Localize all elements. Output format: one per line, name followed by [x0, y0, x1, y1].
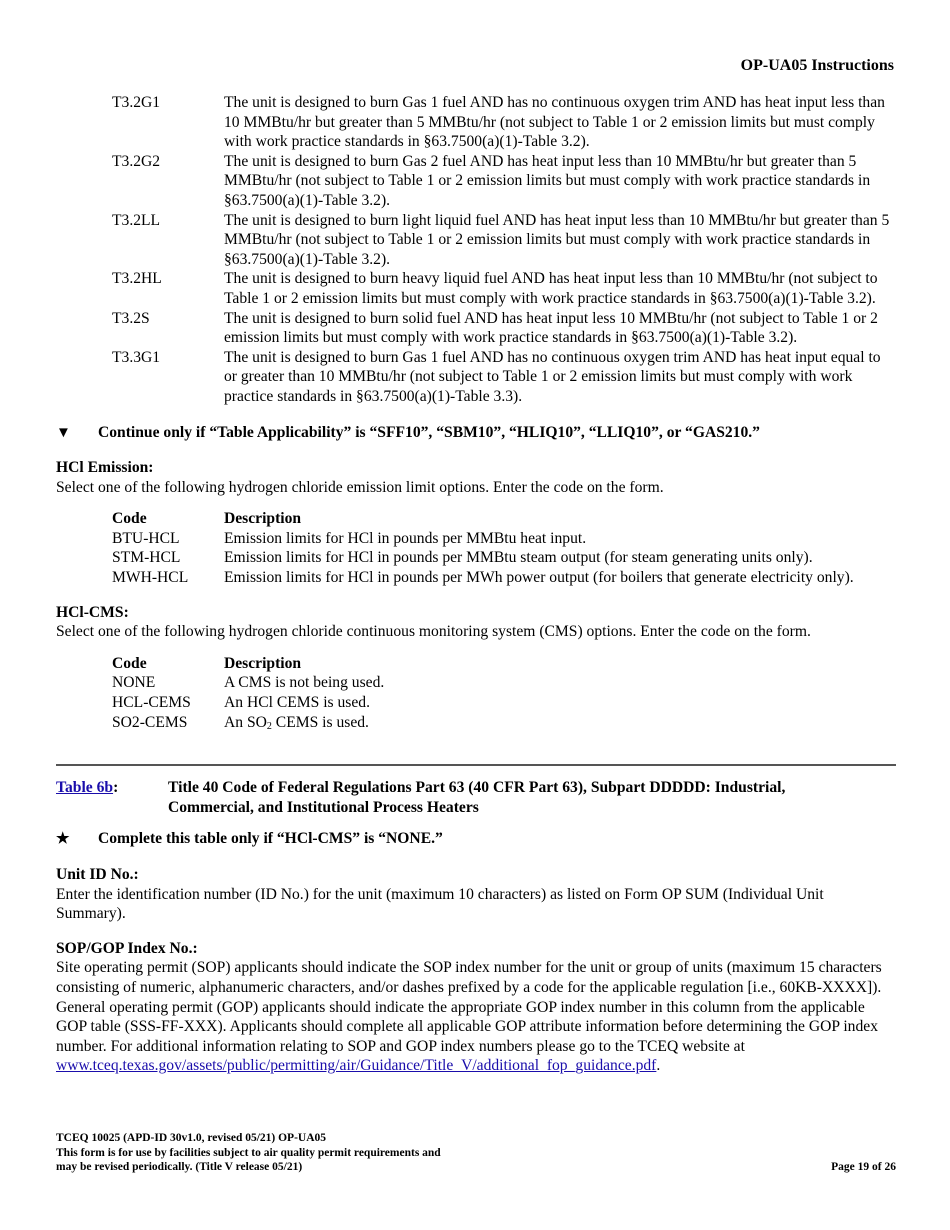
code-cell: T3.2S [112, 309, 150, 327]
continue-instruction [56, 423, 896, 444]
hcl-cms-heading: HCl-CMS: [56, 603, 129, 621]
description-column-header: Description [224, 510, 302, 528]
code-cell: T3.2LL [112, 211, 161, 229]
hcl-emission-code-table [112, 509, 884, 587]
footer-revision-note: may be revised periodically. (Title V release 05/21) [56, 1161, 303, 1173]
description-cell: The unit is designed to burn Gas 1 fuel AND has no continuous oxygen trim AND has heat input less than 10 MMBtu/hr but greater than 5 MMBtu/hr (not subject to Table 1 or 2 emission limits but must comply with work practice standards in §63.7500(a)(1)-Table 3.2). [224, 94, 885, 151]
table-row [112, 713, 884, 737]
code-cell: SO2-CEMS [112, 713, 188, 731]
description-cell: Emission limits for HCl in pounds per MWh power output (for boilers that generate electricity only). [224, 569, 854, 587]
code-cell: STM-HCL [112, 549, 181, 567]
table-row [112, 348, 894, 407]
hcl-emission-heading: HCl Emission: [56, 459, 154, 477]
description-cell: The unit is designed to burn light liquid fuel AND has heat input less than 10 MMBtu/hr but greater than 5 MMBtu/hr (not subject to Table 1 or 2 emission limits but must comply with work practice standards in §63.7500(a)(1)-Table 3.2). [224, 211, 890, 268]
code-cell: T3.2G2 [112, 152, 161, 170]
table6b-colon: : [113, 779, 119, 797]
page-footer [56, 1131, 896, 1175]
tceq-guidance-link[interactable]: www.tceq.texas.gov/assets/public/permitting/air/Guidance/Title_V/additional_fop_guidance.pdf [56, 1057, 657, 1075]
table-row [112, 693, 884, 713]
description-cell: A CMS is not being used. [224, 674, 385, 692]
table-row [112, 548, 884, 568]
table6b-link[interactable]: Table 6b [56, 779, 114, 797]
table6b-label [56, 778, 168, 817]
footer-usage-note: This form is for use by facilities subject to air quality permit requirements and [56, 1146, 441, 1159]
unit-id-text: Enter the identification number (ID No.) for the unit (maximum 10 characters) as listed on Form OP SUM (Individual Unit Summary). [56, 885, 824, 923]
t3-code-table [112, 93, 894, 407]
description-cell: The unit is designed to burn solid fuel AND has heat input less 10 MMBtu/hr (not subject to Table 1 or 2 emission limits but must comply with work practice standards in §63.7500(a)(1)-Table 3.2). [224, 309, 878, 347]
description-cell: An HCl CEMS is used. [224, 694, 370, 712]
link-suffix: . [656, 1057, 661, 1075]
hcl-cms-intro: Select one of the following hydrogen chloride continuous monitoring system (CMS) options. Enter the code on the form. [56, 623, 811, 641]
down-triangle-icon: ▼ [56, 424, 71, 441]
hcl-cms-code-table [112, 654, 884, 736]
description-column-header: Description [224, 654, 302, 672]
so2-desc-pre: An SO [224, 713, 267, 731]
page-number: Page 19 of 26 [831, 1161, 896, 1173]
table-row [112, 673, 884, 693]
complete-instruction [56, 829, 896, 850]
table-row [112, 529, 884, 549]
code-cell: MWH-HCL [112, 569, 189, 587]
sop-gop-paragraph [56, 958, 896, 1076]
table-row [112, 269, 894, 308]
table-header-row [112, 654, 884, 674]
hcl-emission-intro: Select one of the following hydrogen chloride emission limit options. Enter the code on the form. [56, 478, 664, 496]
description-cell: The unit is designed to burn Gas 1 fuel AND has no continuous oxygen trim AND has heat input equal to or greater than 10 MMBtu/hr (not subject to Table 1 or 2 emission limits but must comply with work practice standards in §63.7500(a)(1)-Table 3.3). [224, 348, 881, 405]
continue-instruction-text: Continue only if “Table Applicability” is “SFF10”, “SBM10”, “HLIQ10”, “LLIQ10”, or “GAS210.” [98, 423, 760, 441]
so2-subscript: 2 [266, 720, 272, 732]
description-cell: Emission limits for HCl in pounds per MMBtu steam output (for steam generating units only). [224, 549, 813, 567]
star-icon: ★ [56, 831, 70, 848]
table6b-heading [56, 778, 896, 817]
sop-gop-text: Site operating permit (SOP) applicants should indicate the SOP index number for the unit or group of units (maximum 15 characters consisting of numeric, alphanumeric characters, and/or dashes prefixed by a code for the applicable regulation [i.e., 60KB-XXXX]). General operating permit (GOP) applicants should indicate the appropriate GOP index number in this column from the applicable GOP table (SSS-FF-XXX). Applicants should complete all applicable GOP attribute information before determining the GOP index number. For additional information relating to SOP and GOP index numbers please go to the TCEQ website at [56, 959, 882, 1055]
sop-gop-heading: SOP/GOP Index No.: [56, 939, 198, 957]
footer-form-id: TCEQ 10025 (APD-ID 30v1.0, revised 05/21) OP-UA05 [56, 1132, 327, 1144]
description-cell: The unit is designed to burn Gas 2 fuel AND has heat input less than 10 MMBtu/hr but greater than 5 MMBtu/hr (not subject to Table 1 or 2 emission limits but must comply with work practice standards in §63.7500(a)(1)-Table 3.2). [224, 152, 871, 209]
table-row [112, 152, 894, 211]
table6b-title: Title 40 Code of Federal Regulations Part 63 (40 CFR Part 63), Subpart DDDDD: Industrial, Commercial, and Institutional Process Heaters [168, 779, 786, 816]
code-column-header: Code [112, 510, 147, 528]
code-cell: T3.2HL [112, 270, 162, 288]
code-cell: BTU-HCL [112, 529, 180, 547]
unit-id-heading: Unit ID No.: [56, 866, 139, 883]
page-header-title: OP-UA05 Instructions [740, 57, 894, 74]
so2-desc-post: CEMS is used. [271, 713, 369, 731]
table-row [112, 211, 894, 270]
table-header-row [112, 509, 884, 529]
description-cell: Emission limits for HCl in pounds per MMBtu heat input. [224, 529, 587, 547]
code-cell: T3.2G1 [112, 94, 161, 111]
page-content [56, 93, 896, 1076]
code-cell: NONE [112, 674, 156, 692]
description-cell: The unit is designed to burn heavy liquid fuel AND has heat input less than 10 MMBtu/hr (not subject to Table 1 or 2 emission limits but must comply with work practice standards in §63.7500(a)(1)-Table 3.2). [224, 270, 878, 307]
section-divider [56, 764, 896, 766]
complete-instruction-text: Complete this table only if “HCl-CMS” is “NONE.” [98, 830, 443, 848]
table-row [112, 568, 884, 588]
code-cell: T3.3G1 [112, 348, 161, 366]
code-column-header: Code [112, 654, 147, 672]
code-cell: HCL-CEMS [112, 694, 191, 712]
table-row [112, 93, 894, 152]
table-row [112, 309, 894, 348]
description-cell [224, 713, 884, 737]
